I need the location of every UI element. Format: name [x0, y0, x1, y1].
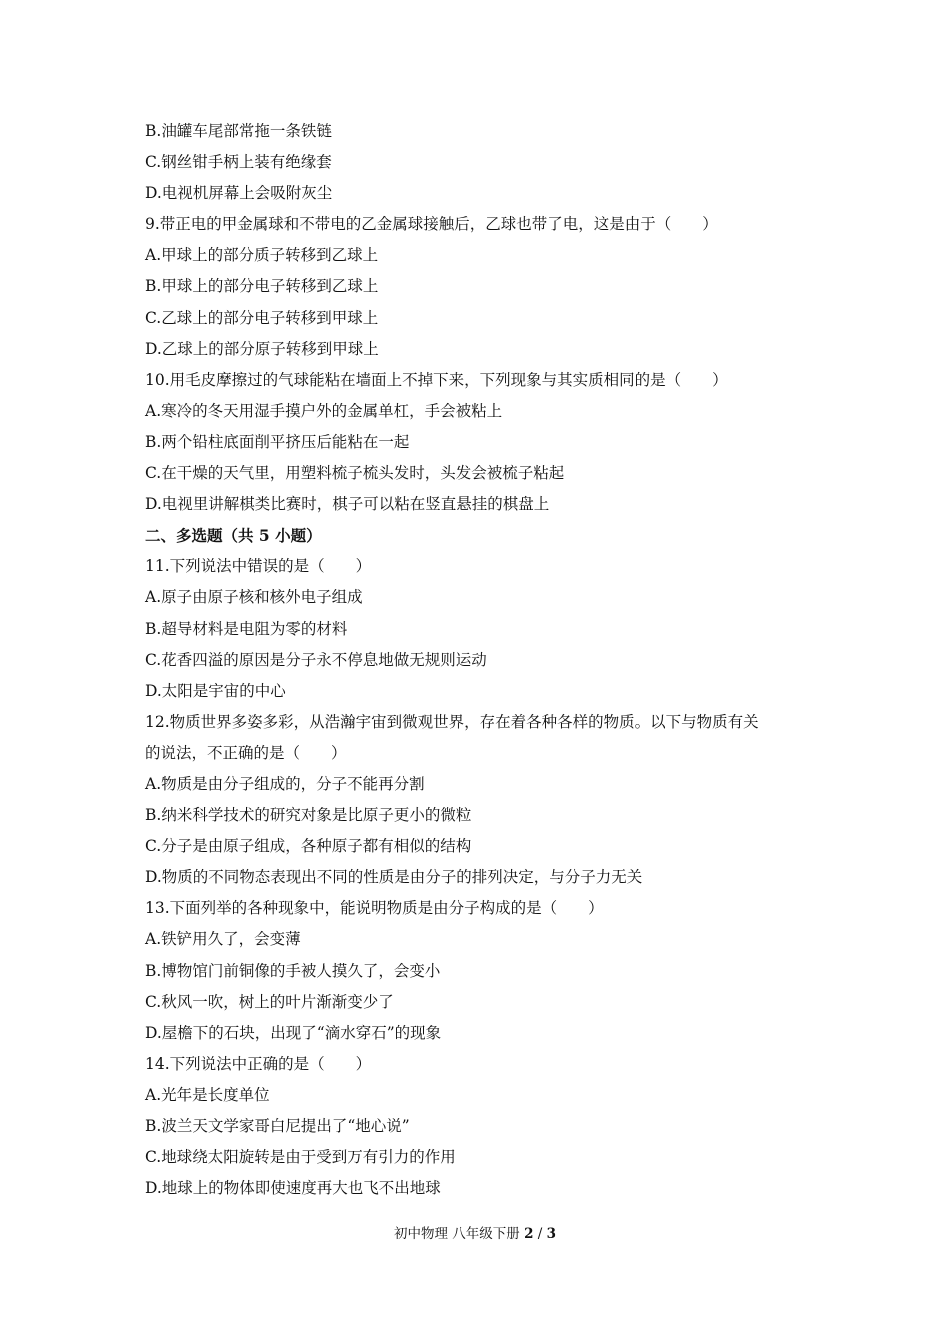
option-c-q13: C.秋风一吹，树上的叶片渐渐变少了 — [145, 992, 394, 1011]
option-d-q11: D.太阳是宇宙的中心 — [145, 681, 286, 700]
page-content — [145, 116, 825, 1204]
option-d-q14: D.地球上的物体即使速度再大也飞不出地球 — [145, 1179, 441, 1198]
option-b-q12: B.纳米科学技术的研究对象是比原子更小的微粒 — [145, 806, 472, 825]
option-a-q10: A.寒冷的冬天用湿手摸户外的金属单杠，手会被粘上 — [145, 401, 503, 420]
option-b-q8: B.油罐车尾部常拖一条铁链 — [145, 122, 332, 140]
option-b-q9: B.甲球上的部分电子转移到乙球上 — [145, 277, 379, 296]
question-13: 13.下面列举的各种现象中，能说明物质是由分子构成的是（ ） — [145, 899, 604, 918]
page-number: 2 — [524, 1226, 534, 1242]
option-d-q13: D.屋檐下的石块，出现了“滴水穿石”的现象 — [145, 1023, 442, 1042]
option-c-q12: C.分子是由原子组成，各种原子都有相似的结构 — [145, 837, 472, 856]
option-d-q9: D.乙球上的部分原子转移到甲球上 — [145, 339, 379, 358]
option-c-q11: C.花香四溢的原因是分子永不停息地做无规则运动 — [145, 650, 487, 669]
option-c-q9: C.乙球上的部分电子转移到甲球上 — [145, 308, 379, 327]
option-a-q13: A.铁铲用久了，会变薄 — [145, 930, 301, 949]
option-c-q8: C.钢丝钳手柄上装有绝缘套 — [145, 153, 332, 172]
question-12-line-1: 12.物质世界多姿多彩，从浩瀚宇宙到微观世界，存在着各种各样的物质。以下与物质有关 — [145, 712, 759, 731]
option-c-q10: C.在干燥的天气里，用塑料梳子梳头发时，头发会被梳子粘起 — [145, 464, 565, 483]
option-a-q11: A.原子由原子核和核外电子组成 — [145, 588, 363, 607]
option-a-q12: A.物质是由分子组成的，分子不能再分割 — [145, 774, 425, 793]
option-d-q8: D.电视机屏幕上会吸附灰尘 — [145, 184, 333, 203]
option-b-q11: B.超导材料是电阻为零的材料 — [145, 619, 348, 638]
question-10: 10.用毛皮摩擦过的气球能粘在墙面上不掉下来，下列现象与其实质相同的是（ ） — [145, 370, 728, 389]
option-b-q13: B.博物馆门前铜像的手被人摸久了，会变小 — [145, 961, 441, 980]
page-footer — [0, 1224, 950, 1244]
option-d-q12: D.物质的不同物态表现出不同的性质是由分子的排列决定，与分子力无关 — [145, 868, 643, 887]
option-d-q10: D.电视里讲解棋类比赛时，棋子可以粘在竖直悬挂的棋盘上 — [145, 495, 550, 514]
option-a-q9: A.甲球上的部分质子转移到乙球上 — [145, 246, 379, 265]
question-9: 9.带正电的甲金属球和不带电的乙金属球接触后，乙球也带了电，这是由于（ ） — [145, 215, 718, 234]
option-a-q14: A.光年是长度单位 — [145, 1085, 270, 1104]
question-11: 11.下列说法中错误的是（ ） — [145, 557, 372, 576]
section-heading-multi-choice: 二、多选题（共 5 小题） — [145, 526, 322, 546]
question-14: 14.下列说法中正确的是（ ） — [145, 1054, 372, 1073]
option-c-q14: C.地球绕太阳旋转是由于受到万有引力的作用 — [145, 1148, 456, 1167]
question-12-line-2: 的说法，不正确的是（ ） — [145, 743, 347, 762]
option-b-q14: B.波兰天文学家哥白尼提出了“地心说” — [145, 1117, 410, 1135]
page-separator: / — [533, 1226, 547, 1242]
page-total: 3 — [546, 1226, 557, 1242]
footer-title: 初中物理 八年级下册 — [393, 1226, 520, 1242]
option-b-q10: B.两个铅柱底面削平挤压后能粘在一起 — [145, 432, 410, 451]
